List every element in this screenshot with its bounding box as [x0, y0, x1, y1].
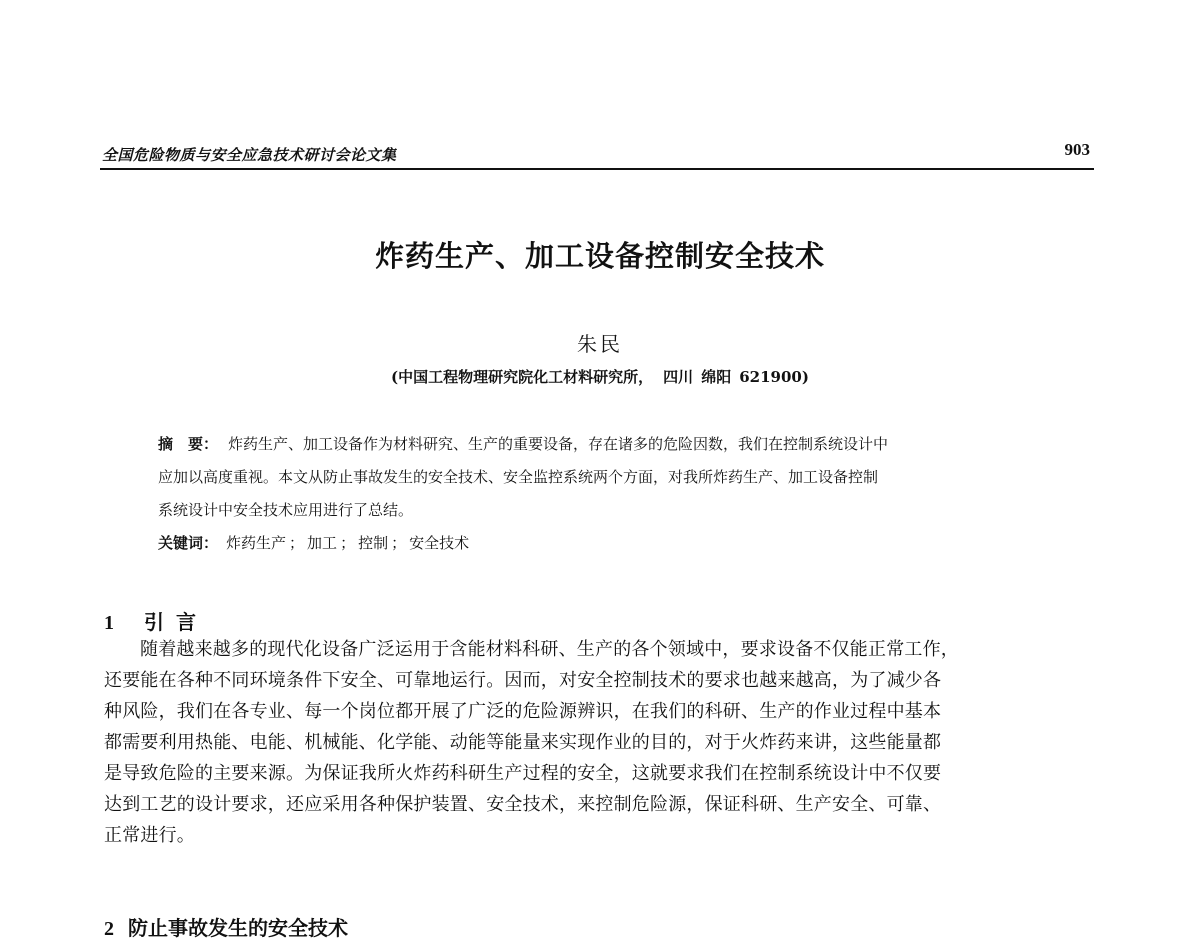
affiliation-org: 中国工程物理研究院化工材料研究所，	[398, 368, 654, 386]
affiliation-open-paren: (	[391, 368, 399, 386]
page-number: 903	[1064, 140, 1090, 159]
abstract-line: 系统设计中安全技术应用进行了总结。	[158, 501, 414, 519]
keyword: 炸药生产	[226, 534, 287, 552]
section-number: 2	[104, 918, 114, 940]
paper-title: 炸药生产、加工设备控制安全技术	[374, 239, 825, 273]
keywords-label: 关键词：	[158, 534, 219, 552]
journal-name: 全国危险物质与安全应急技术研讨会论文集	[102, 146, 397, 164]
abstract	[158, 428, 1058, 560]
body-line: 正常进行。	[104, 825, 195, 846]
section-heading-introduction	[104, 606, 208, 635]
affiliation-close-paren: )	[801, 368, 809, 386]
affiliation-city: 绵阳	[701, 368, 732, 386]
keyword-separator: ；	[391, 534, 407, 552]
keyword: 加工	[307, 534, 338, 552]
section-number: 1	[104, 612, 126, 634]
body-line: 还要能在各种不同环境条件下安全、可靠地运行。因而，对安全控制技术的要求也越来越高，为了减少各	[104, 670, 942, 691]
section-title: 引言	[144, 610, 208, 634]
abstract-label: 摘 要：	[158, 435, 219, 453]
keyword-separator: ；	[289, 534, 305, 552]
body-line: 种风险，我们在各专业、每一个岗位都开展了广泛的危险源辨识，在我们的科研、生产的作业过程中基本	[104, 701, 942, 722]
section-body-introduction	[104, 634, 1094, 851]
affiliation-postcode: 621900	[739, 368, 802, 386]
abstract-text: 炸药生产、加工设备作为材料研究、生产的重要设备，存在诸多的危险因数，我们在控制系统设计中	[228, 435, 889, 453]
body-line: 随着越来越多的现代化设备广泛运用于含能材料科研、生产的各个领域中，要求设备不仅能正常工作，	[140, 639, 959, 660]
section-title: 防止事故发生的安全技术	[128, 916, 348, 940]
abstract-line	[158, 428, 1058, 461]
keyword: 控制	[358, 534, 389, 552]
keyword-separator: ；	[340, 534, 356, 552]
body-line: 是导致危险的主要来源。为保证我所火炸药科研生产过程的安全，这就要求我们在控制系统设计中不仅要	[104, 763, 942, 784]
author-name: 朱民	[577, 332, 623, 356]
body-line: 达到工艺的设计要求，还应采用各种保护装置、安全技术，来控制危险源，保证科研、生产安全、可靠、	[104, 794, 942, 815]
keywords-line	[158, 527, 1058, 560]
affiliation	[0, 366, 1200, 387]
keyword: 安全技术	[409, 534, 470, 552]
affiliation-province: 四川	[663, 368, 694, 386]
running-header	[100, 136, 1094, 170]
abstract-line: 应加以高度重视。本文从防止事故发生的安全技术、安全监控系统两个方面，对我所炸药生产、加工设备控制	[158, 468, 879, 486]
section-heading-safety-technology	[104, 912, 348, 941]
body-line: 都需要利用热能、电能、机械能、化学能、动能等能量来实现作业的目的，对于火炸药来讲，这些能量都	[104, 732, 942, 753]
